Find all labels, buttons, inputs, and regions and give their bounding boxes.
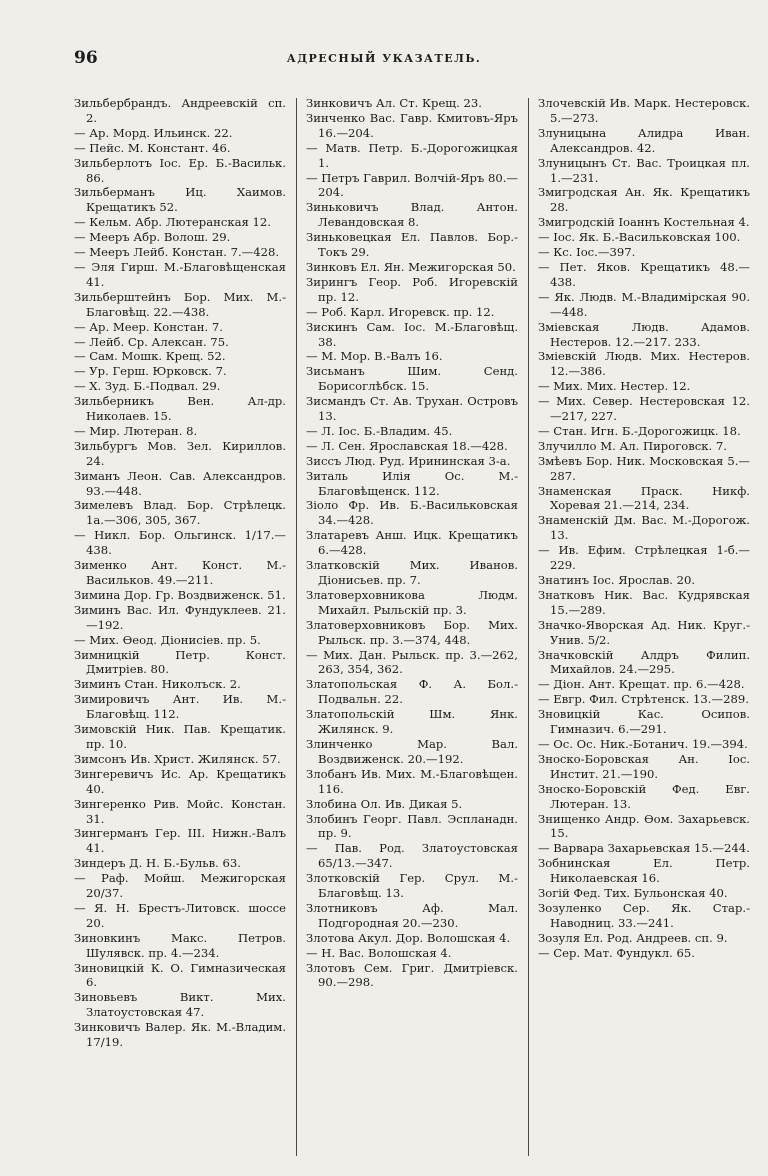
directory-entry: — Як. Людв. М.-Владимірская 90.—448. bbox=[538, 289, 750, 319]
directory-entry: Златоверховниковъ Бор. Мих. Рыльск. пр. 3.—374, 448. bbox=[306, 617, 518, 647]
directory-entry: Зиманъ Леон. Сав. Александров. 93.—448. bbox=[74, 468, 286, 498]
directory-entry: Злинченко Мар. Вал. Воздвиженск. 20.—192. bbox=[306, 736, 518, 766]
directory-entry: Зимсонъ Ив. Христ. Жилянск. 57. bbox=[74, 751, 281, 766]
directory-entry: — Пет. Яков. Крещатикъ 48.—438. bbox=[538, 259, 750, 289]
directory-entry: — Ос. Ос. Ник.-Ботанич. 19.—394. bbox=[538, 736, 748, 751]
directory-entry: Зинковичъ Ал. Ст. Крещ. 23. bbox=[306, 96, 482, 110]
directory-entry: Значко-Яворская Ад. Ник. Круг.-Унив. 5/2. bbox=[538, 617, 750, 647]
directory-entry: — Мир. Лютеран. 8. bbox=[74, 423, 198, 438]
directory-entry: — М. Мор. В.-Валъ 16. bbox=[306, 349, 443, 364]
directory-entry: Знаменскій Дм. Вас. М.-Дорогож. 13. bbox=[538, 513, 750, 543]
directory-entry: — Евгр. Фил. Стрѣтенск. 13.—289. bbox=[538, 692, 749, 707]
directory-entry: Зиновьевъ Викт. Мих. Златоустовская 47. bbox=[74, 990, 286, 1020]
directory-entry: Зиминъ Стан. Николъск. 2. bbox=[74, 677, 241, 692]
directory-entry: Зиньковецкая Ел. Павлов. Бор.-Токъ 29. bbox=[306, 230, 518, 260]
directory-entry: Зильберманъ Иц. Хаимов. Крещатикъ 52. bbox=[74, 185, 286, 215]
page-title: АДРЕСНЫЙ УКАЗАТЕЛЬ. bbox=[286, 52, 482, 65]
directory-entry: — Ур. Герш. Юрковск. 7. bbox=[74, 364, 227, 379]
directory-entry: Злотниковъ Аф. Мал. Подгородная 20.—230. bbox=[306, 900, 518, 930]
directory-entry: Зиновицкій К. О. Гимназическая 6. bbox=[74, 960, 286, 990]
directory-entry: — Лейб. Ср. Алексан. 75. bbox=[74, 334, 229, 349]
directory-entry: Зміевская Людв. Адамов. Нестеров. 12.—217. 233. bbox=[538, 319, 750, 349]
directory-entry: Злуницынъ Ст. Вас. Троицкая пл. 1.—231. bbox=[538, 155, 750, 185]
directory-entry: Зискинъ Сам. Іос. М.-Благовѣщ. 38. bbox=[306, 319, 518, 349]
directory-entry: — Х. Зуд. Б.-Подвал. 29. bbox=[74, 379, 221, 394]
directory-entry: Зиминъ Вас. Ил. Фундуклеев. 21.—192. bbox=[74, 602, 286, 632]
directory-entry: Змигродская Ан. Як. Крещатикъ 28. bbox=[538, 185, 750, 215]
directory-entry: Зноско-Боровская Ан. Іос. Инстит. 21.—190. bbox=[538, 751, 750, 781]
directory-entry: — Варвара Захарьевская 15.—244. bbox=[538, 841, 750, 856]
directory-entry: Зимировичъ Ант. Ив. М.-Благовѣщ. 112. bbox=[74, 692, 286, 722]
directory-entry: Злотовъ Сем. Григ. Дмитріевск. 90.—298. bbox=[306, 960, 518, 990]
directory-entry: Златопольская Ф. А. Бол.-Подвальн. 22. bbox=[306, 677, 518, 707]
directory-entry: Змигродскій Іоаннъ Костельная 4. bbox=[538, 215, 750, 230]
directory-entry: Зимовскій Ник. Пав. Крещатик. пр. 10. bbox=[74, 722, 286, 751]
directory-entry: Злучилло М. Ал. Пироговск. 7. bbox=[538, 438, 727, 453]
directory-entry: Златаревъ Анш. Ицк. Крещатикъ 6.—428. bbox=[306, 528, 518, 558]
directory-entry: Злотова Акул. Дор. Волошская 4. bbox=[306, 930, 511, 945]
directory-entry: Злотковскій Гер. Срул. М.-Благовѣщ. 13. bbox=[306, 871, 518, 901]
directory-entry: Зіоло Фр. Ив. Б.-Васильковская 34.—428. bbox=[306, 498, 518, 528]
directory-entry: Зновицкій Кас. Осипов. Гимназич. 6.—291. bbox=[538, 707, 750, 737]
directory-entry: — Ар. Меер. Констан. 7. bbox=[74, 319, 223, 334]
directory-entry: — Іос. Як. Б.-Васильковская 100. bbox=[538, 230, 741, 245]
directory-entry: Зильбербрандъ. Андреевскій сп. 2. bbox=[74, 96, 286, 125]
directory-entry: Зименко Ант. Конст. М.-Васильков. 49.—211. bbox=[74, 558, 286, 587]
directory-entry: Зозуля Ел. Род. Андреев. сп. 9. bbox=[538, 930, 728, 945]
directory-entry: — Діон. Ант. Крещат. пр. 6.—428. bbox=[538, 677, 745, 692]
directory-entry: Зирингъ Геор. Роб. Игоревскій пр. 12. bbox=[306, 274, 518, 304]
directory-entry: Зогій Фед. Тих. Бульонская 40. bbox=[538, 886, 728, 901]
directory-entry: Злочевскій Ив. Марк. Нестеровск. 5.—273. bbox=[538, 96, 750, 125]
directory-entry: Зимина Дор. Гр. Воздвиженск. 51. bbox=[74, 587, 286, 602]
directory-entry: — Кс. Іос.—397. bbox=[538, 245, 636, 260]
directory-entry: — Роб. Карл. Игоревск. пр. 12. bbox=[306, 304, 495, 319]
directory-entry: Зинченко Вас. Гавр. Кмитовъ-Яръ 16.—204. bbox=[306, 110, 518, 140]
directory-entry: Злуницына Алидра Иван. Александров. 42. bbox=[538, 125, 750, 155]
directory-entry: — Ив. Ефим. Стрѣлецкая 1-б.—229. bbox=[538, 543, 750, 573]
directory-entry: — Кельм. Абр. Лютеранская 12. bbox=[74, 215, 271, 230]
directory-entry: Зильбургъ Мов. Зел. Кириллов. 24. bbox=[74, 438, 286, 468]
directory-entry: Зозуленко Сер. Як. Стар.-Наводниц. 33.—241. bbox=[538, 900, 750, 930]
directory-entry: — Ар. Морд. Ильинск. 22. bbox=[74, 125, 233, 140]
directory-entry: Злобанъ Ив. Мих. М.-Благовѣщен. 116. bbox=[306, 766, 518, 796]
column-divider bbox=[528, 98, 529, 1156]
directory-entry: — Эля Гирш. М.-Благовѣщенская 41. bbox=[74, 259, 286, 289]
directory-entry: Златопольскій Шм. Янк. Жилянск. 9. bbox=[306, 707, 518, 737]
directory-entry: — Л. Сен. Ярославская 18.—428. bbox=[306, 438, 508, 453]
directory-entry: — Я. Н. Брестъ-Литовск. шоссе 20. bbox=[74, 900, 286, 930]
directory-columns bbox=[74, 96, 750, 1162]
directory-entry: Зисмандъ Ст. Ав. Трухан. Островъ 13. bbox=[306, 394, 518, 424]
directory-entry: Зинковичъ Валер. Як. М.-Владим. 17/19. bbox=[74, 1020, 286, 1050]
column-3 bbox=[538, 96, 750, 961]
column-divider bbox=[296, 98, 297, 1156]
directory-entry: Значковскій Алдръ Филип. Михайлов. 24.—295. bbox=[538, 647, 750, 677]
directory-entry: Знищенко Андр. Ѳом. Захарьевск. 15. bbox=[538, 811, 750, 841]
directory-entry: Зингеревичъ Ис. Ар. Крещатикъ 40. bbox=[74, 766, 286, 796]
directory-entry: Зинковъ Ел. Ян. Межигорская 50. bbox=[306, 259, 516, 274]
directory-entry: — Мих. Север. Нестеровская 12.—217, 227. bbox=[538, 394, 750, 424]
page-header bbox=[0, 44, 768, 74]
directory-entry: — Мееръ Лейб. Констан. 7.—428. bbox=[74, 245, 280, 260]
directory-entry: Знаменская Праск. Никф. Хоревая 21.—214, 234. bbox=[538, 483, 750, 513]
column-2 bbox=[306, 96, 518, 990]
directory-entry: Зноско-Боровскій Фед. Евг. Лютеран. 13. bbox=[538, 781, 750, 811]
directory-entry: Злобина Ол. Ив. Дикая 5. bbox=[306, 796, 463, 811]
column-1 bbox=[74, 96, 286, 1050]
directory-entry: — Пейс. М. Констант. 46. bbox=[74, 140, 231, 155]
directory-entry: — Сер. Мат. Фундукл. 65. bbox=[538, 945, 695, 960]
directory-entry: — Мих. Дан. Рыльск. пр. 3.—262, 263, 354, 362. bbox=[306, 647, 518, 677]
directory-entry: Зимелевъ Влад. Бор. Стрѣлецк. 1а.—306, 305, 367. bbox=[74, 498, 286, 528]
directory-entry: — Раф. Мойш. Межигорская 20/37. bbox=[74, 871, 286, 901]
directory-entry: Златоверховникова Людм. Михайл. Рыльскій пр. 3. bbox=[306, 587, 518, 617]
directory-entry: — Л. Іос. Б.-Владим. 45. bbox=[306, 423, 453, 438]
directory-entry: — Н. Вас. Волошская 4. bbox=[306, 945, 452, 960]
directory-entry: — Мееръ Абр. Волош. 29. bbox=[74, 230, 231, 245]
directory-entry: — Мих. Мих. Нестер. 12. bbox=[538, 379, 691, 394]
directory-entry: Златковскій Мих. Иванов. Діонисьев. пр. 7. bbox=[306, 558, 518, 587]
directory-entry: — Мих. Ѳеод. Діонисіев. пр. 5. bbox=[74, 632, 261, 647]
directory-entry: Зимницкій Петр. Конст. Дмитріев. 80. bbox=[74, 647, 286, 677]
directory-entry: — Матв. Петр. Б.-Дорогожицкая 1. bbox=[306, 140, 518, 170]
directory-entry: Зиссъ Люд. Руд. Ирининская 3-а. bbox=[306, 453, 511, 468]
directory-entry: Зиндеръ Д. Н. Б.-Бульв. 63. bbox=[74, 856, 241, 871]
directory-entry: Змѣевъ Бор. Ник. Московская 5.—287. bbox=[538, 453, 750, 483]
directory-entry: Зильберникъ Вен. Ал-др. Николаев. 15. bbox=[74, 394, 286, 424]
directory-entry: Зиталь Илія Ос. М.-Благовѣщенск. 112. bbox=[306, 468, 518, 498]
directory-entry: — Стан. Игн. Б.-Дорогожицк. 18. bbox=[538, 423, 741, 438]
directory-entry: — Петръ Гаврил. Волчій-Яръ 80.—204. bbox=[306, 170, 518, 200]
directory-entry: Знатинъ Іос. Ярослав. 20. bbox=[538, 573, 696, 587]
directory-entry: — Никл. Бор. Ольгинск. 1/17.—438. bbox=[74, 528, 286, 558]
page-number: 96 bbox=[74, 48, 98, 68]
directory-entry: — Пав. Род. Златоустовская 65/13.—347. bbox=[306, 841, 518, 871]
directory-entry: — Сам. Мошк. Крещ. 52. bbox=[74, 349, 226, 364]
directory-entry: Зильберлотъ Іос. Ер. Б.-Васильк. 86. bbox=[74, 155, 286, 185]
directory-entry: Зміевскій Людв. Мих. Нестеров. 12.—386. bbox=[538, 349, 750, 379]
directory-entry: Зобнинская Ел. Петр. Николаевская 16. bbox=[538, 856, 750, 886]
directory-entry: Зиньковичъ Влад. Антон. Левандовская 8. bbox=[306, 200, 518, 230]
directory-entry: Зингерманъ Гер. III. Нижн.-Валъ 41. bbox=[74, 826, 286, 856]
directory-entry: Зиновкинъ Макс. Петров. Шулявск. пр. 4.—234. bbox=[74, 930, 286, 960]
directory-entry: Зингеренко Рив. Мойс. Констан. 31. bbox=[74, 796, 286, 826]
directory-entry: Зисьманъ Шим. Сенд. Борисоглѣбск. 15. bbox=[306, 364, 518, 394]
directory-entry: Зильберштейнъ Бор. Мих. М.-Благовѣщ. 22.—438. bbox=[74, 289, 286, 319]
directory-entry: Злобинъ Георг. Павл. Эспланадн. пр. 9. bbox=[306, 811, 518, 841]
directory-entry: Знатковъ Ник. Вас. Кудрявская 15.—289. bbox=[538, 587, 750, 617]
